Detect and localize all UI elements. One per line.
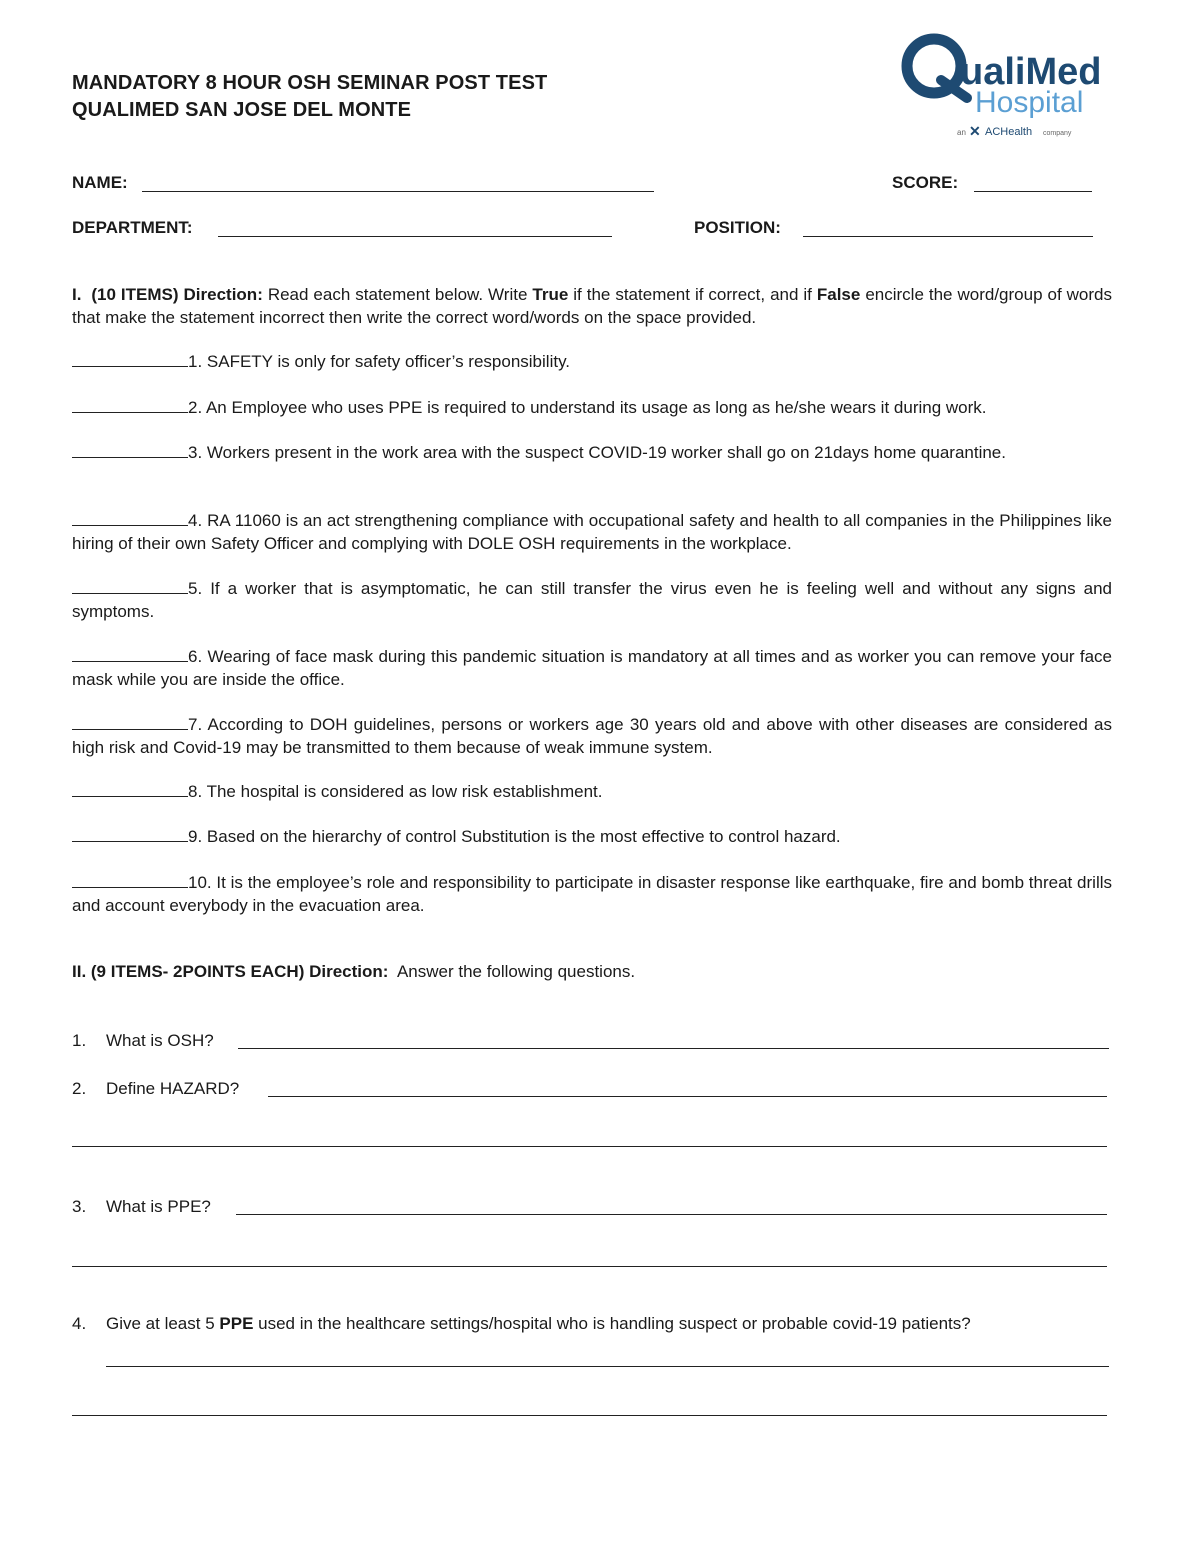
question bbox=[72, 1078, 239, 1101]
question-text: Give at least 5 bbox=[106, 1314, 220, 1333]
question-number: 1. bbox=[72, 1031, 87, 1050]
answer-blank[interactable] bbox=[72, 352, 188, 367]
tf-item bbox=[72, 397, 1112, 420]
section1-direction bbox=[72, 284, 1112, 329]
answer-blank[interactable] bbox=[72, 873, 188, 888]
tf-item-text: 10. It is the employee’s role and responsibility to participate in disaster response like earthquake, fire and bomb threat drills and account everybody in the evacuation area. bbox=[72, 873, 1112, 915]
ac-x-mark: ✕ bbox=[969, 123, 981, 139]
document-subtitle: QUALIMED SAN JOSE DEL MONTE bbox=[72, 99, 412, 121]
false-word: False bbox=[816, 285, 861, 304]
tf-item bbox=[72, 872, 1112, 917]
answer-blank[interactable] bbox=[72, 827, 188, 842]
question bbox=[72, 1030, 214, 1053]
logo-tagline-prefix: an bbox=[957, 128, 966, 137]
score-label: SCORE: bbox=[892, 173, 959, 192]
section2-instruction: Answer the following questions. bbox=[396, 962, 636, 981]
answer-line[interactable] bbox=[236, 1214, 1107, 1215]
section1-items-label: (10 ITEMS) bbox=[91, 285, 179, 304]
logo-word-qualimed: ualiMed bbox=[960, 51, 1102, 93]
section1-numeral: I. bbox=[72, 285, 82, 304]
question-text: What is OSH? bbox=[106, 1031, 214, 1050]
answer-blank[interactable] bbox=[72, 579, 188, 594]
position-field[interactable] bbox=[803, 218, 1093, 237]
answer-blank[interactable] bbox=[72, 398, 188, 413]
tf-item-text: 8. The hospital is considered as low risk establishment. bbox=[188, 782, 603, 801]
section2-heading bbox=[72, 961, 635, 984]
answer-blank[interactable] bbox=[72, 715, 188, 730]
qualimed-logo bbox=[897, 28, 1107, 143]
answer-line[interactable] bbox=[72, 1266, 1107, 1267]
tf-item-text: 4. RA 11060 is an act strengthening compliance with occupational safety and health to all companies in the Philippines like hiring of their own Safety Officer and complying with DOLE OSH requirements in the workplace. bbox=[72, 511, 1112, 553]
tf-item bbox=[72, 781, 1112, 804]
document-title: MANDATORY 8 HOUR OSH SEMINAR POST TEST bbox=[72, 72, 548, 94]
answer-line[interactable] bbox=[268, 1096, 1107, 1097]
question-number: 2. bbox=[72, 1079, 87, 1098]
name-field[interactable] bbox=[142, 173, 654, 192]
section1-direction-text-2: if the statement if correct, and if bbox=[568, 285, 817, 304]
section1-direction-label: Direction: bbox=[183, 285, 263, 304]
answer-blank[interactable] bbox=[72, 647, 188, 662]
logo-word-hospital: Hospital bbox=[975, 86, 1084, 119]
section2-heading-label: II. (9 ITEMS- 2POINTS EACH) Direction: bbox=[72, 962, 389, 981]
answer-blank[interactable] bbox=[72, 782, 188, 797]
question-number: 4. bbox=[72, 1314, 87, 1333]
question-text: Define HAZARD? bbox=[106, 1079, 240, 1098]
question bbox=[72, 1196, 211, 1219]
answer-line[interactable] bbox=[238, 1048, 1109, 1049]
tf-item-text: 6. Wearing of face mask during this pandemic situation is mandatory at all times and as worker you can remove your face mask while you are inside the office. bbox=[72, 647, 1112, 689]
tf-item bbox=[72, 578, 1112, 623]
question-text-2: used in the healthcare settings/hospital who is handling suspect or probable covid-19 patients? bbox=[253, 1314, 971, 1333]
answer-blank[interactable] bbox=[72, 511, 188, 526]
section1-direction-text: Read each statement below. Write bbox=[262, 285, 533, 304]
tf-item-text: 9. Based on the hierarchy of control Substitution is the most effective to control hazard. bbox=[188, 827, 841, 846]
tf-item bbox=[72, 351, 1112, 374]
logo-tagline-suffix: company bbox=[1043, 130, 1072, 137]
true-word: True bbox=[532, 285, 569, 304]
tf-item bbox=[72, 714, 1112, 759]
tf-item-text: 1. SAFETY is only for safety officer’s responsibility. bbox=[188, 352, 571, 371]
tf-item bbox=[72, 510, 1112, 555]
question-number: 3. bbox=[72, 1197, 87, 1216]
tf-item bbox=[72, 442, 1112, 465]
tf-item-text: 3. Workers present in the work area with the suspect COVID-19 worker shall go on 21days home quarantine. bbox=[188, 443, 1006, 462]
department-label: DEPARTMENT: bbox=[72, 218, 193, 237]
name-label: NAME: bbox=[72, 173, 128, 192]
answer-line[interactable] bbox=[72, 1146, 1107, 1147]
question-text: What is PPE? bbox=[106, 1197, 211, 1216]
department-field[interactable] bbox=[218, 218, 612, 237]
section1-direction-text-3: encircle the word/group of words that make the statement incorrect then write the correct word/words on the space provided. bbox=[72, 285, 1112, 327]
answer-line[interactable] bbox=[106, 1366, 1109, 1367]
tf-item-text: 5. If a worker that is asymptomatic, he can still transfer the virus even he is feeling well and without any signs and symptoms. bbox=[72, 579, 1112, 621]
score-field[interactable] bbox=[974, 173, 1092, 192]
question bbox=[72, 1313, 971, 1336]
question-text-bold: PPE bbox=[219, 1314, 254, 1333]
position-label: POSITION: bbox=[694, 218, 781, 237]
tf-item-text: 2. An Employee who uses PPE is required to understand its usage as long as he/she wears it during work. bbox=[188, 398, 987, 417]
qualimed-logo-mark bbox=[897, 28, 1107, 143]
tf-item bbox=[72, 826, 1112, 849]
logo-tagline-brand: ACHealth bbox=[985, 126, 1033, 138]
answer-blank[interactable] bbox=[72, 443, 188, 458]
tf-item-text: 7. According to DOH guidelines, persons or workers age 30 years old and above with other diseases are considered as high risk and Covid-19 may be transmitted to them because of weak immune system. bbox=[72, 715, 1112, 757]
answer-line[interactable] bbox=[72, 1415, 1107, 1416]
tf-item bbox=[72, 646, 1112, 691]
